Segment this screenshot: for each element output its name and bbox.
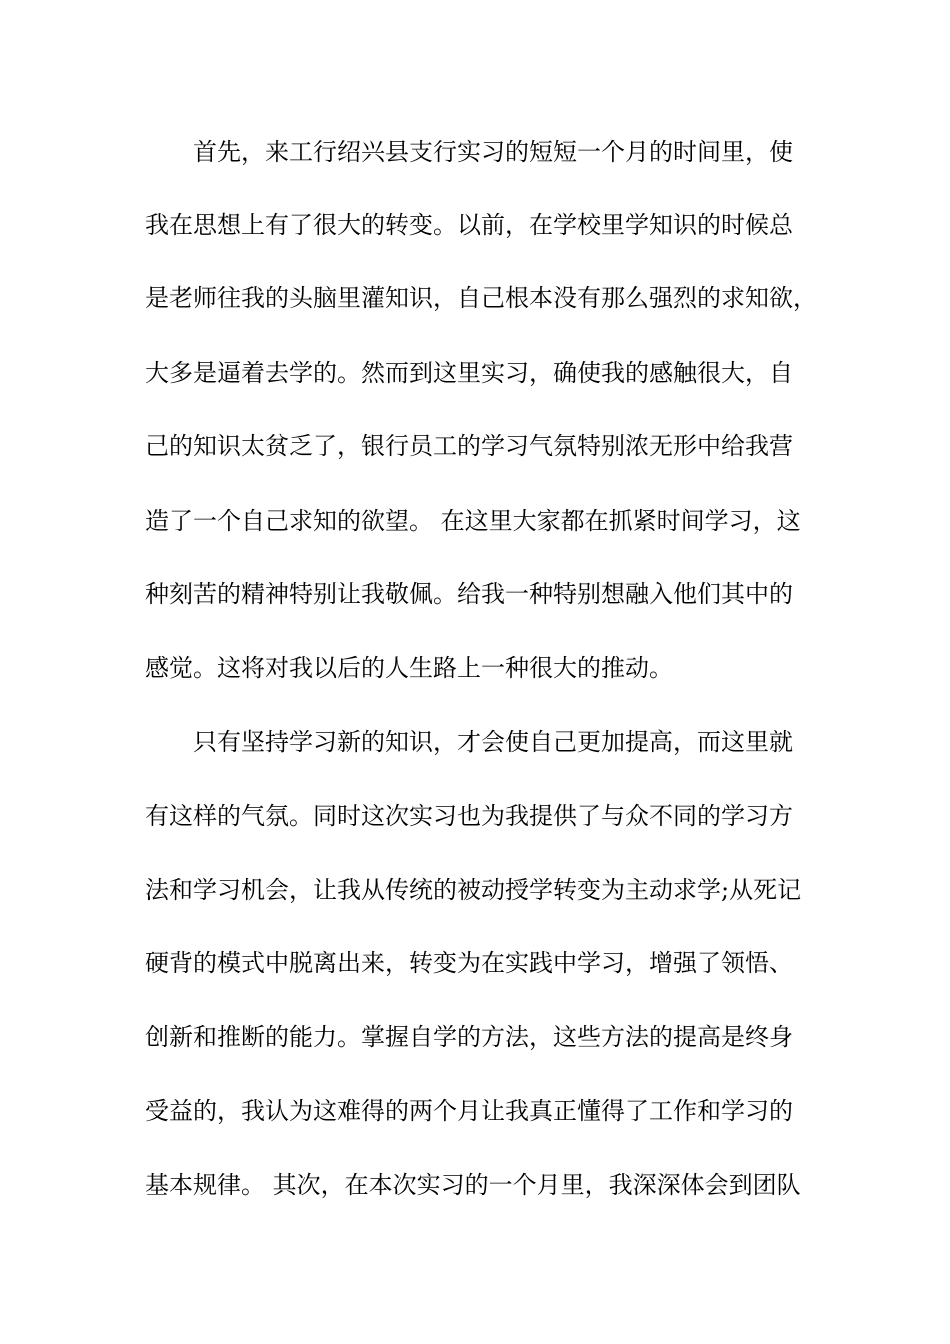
paragraph-1-line-6: 造了一个自己求知的欲望。 在这里大家都在抓紧时间学习，这 [145, 507, 801, 535]
paragraph-2-line-1: 只有坚持学习新的知识，才会使自己更加提高，而这里就 [193, 728, 793, 756]
paragraph-1-line-8: 感觉。这将对我以后的人生路上一种很大的推动。 [145, 654, 673, 682]
paragraph-2-line-4: 硬背的模式中脱离出来，转变为在实践中学习，增强了领悟、 [145, 949, 793, 977]
paragraph-1-line-7: 种刻苦的精神特别让我敬佩。给我一种特别想融入他们其中的 [145, 580, 793, 608]
paragraph-1-line-4: 大多是逼着去学的。然而到这里实习，确使我的感触很大，自 [145, 359, 793, 387]
paragraph-2-line-5: 创新和推断的能力。掌握自学的方法，这些方法的提高是终身 [145, 1023, 793, 1051]
paragraph-2-line-7: 基本规律。 其次，在本次实习的一个月里，我深深体会到团队 [145, 1171, 801, 1199]
paragraph-1-line-5: 己的知识太贫乏了，银行员工的学习气氛特别浓无形中给我营 [145, 432, 793, 460]
paragraph-1-line-1: 首先，来工行绍兴县支行实习的短短一个月的时间里，使 [193, 138, 793, 166]
paragraph-2-line-3: 法和学习机会，让我从传统的被动授学转变为主动求学;从死记 [145, 876, 802, 904]
paragraph-1-line-2: 我在思想上有了很大的转变。以前，在学校里学知识的时候总 [145, 211, 793, 239]
paragraph-2-line-6: 受益的，我认为这难得的两个月让我真正懂得了工作和学习的 [145, 1097, 793, 1125]
paragraph-2-line-2: 有这样的气氛。同时这次实习也为我提供了与众不同的学习方 [145, 802, 793, 830]
paragraph-1-line-3: 是老师往我的头脑里灌知识，自己根本没有那么强烈的求知欲， [145, 284, 817, 312]
